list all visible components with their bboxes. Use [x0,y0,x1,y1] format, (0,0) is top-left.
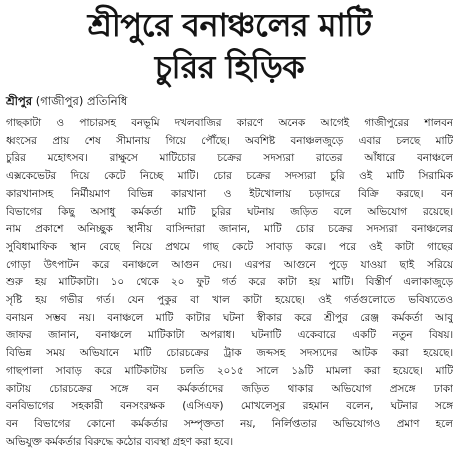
article-line: ধ্বংসের প্রায় শেষ সীমানায় গিয়ে পৌঁছে। অবশিষ্ট বনাঞ্চলজুড়ে এবার চলছে মাটি [6,134,453,147]
article-body [6,115,453,471]
article-line: বিভিন্ন সময় অভিযানে মাটি চোরচক্রের ট্রাক জব্দসহ সদস্যদের আটক করা হয়েছে। [6,347,453,360]
article-line: বনায়ন সম্ভব নয়। বনাঞ্চলে মাটি কাটার ঘটনা স্বীকার করে শ্রীপুর রেঞ্জ কর্মকর্তা আবু [6,311,453,324]
article-line: বন বিভাগের কোনো কর্মকর্তার সম্পৃক্ততা নয়, নির্লিপ্ততার অভিযোগও প্রমাণ হলে [6,417,453,430]
article-line: কারখানাসহ নির্মীয়মাণ বিভিন্ন কারখানা ও ইটখোলায় চড়াদরে বিক্রি করছে। বন [6,187,453,200]
article-line: সৃষ্টি হয় গভীর গর্ত। যেন পুকুর বা খাল কাটা হয়েছে। ওই গর্তগুলোতে ভবিষ্যতেও [6,294,453,307]
article-line: জাফর জানান, বনাঞ্চলে মাটিকাটা অপরাধ। ঘটনাটি একেবারে একটি নতুন বিষয়। [6,329,453,342]
article-line: চুরির মহোৎসব। রাক্ষুসে মাটিচোর চক্রের সদস্যরা রাতের আঁধারে বনাঞ্চলে [6,152,453,165]
byline [6,94,127,108]
headline-line-2: চুরির হিড়িক [154,48,305,86]
byline-place: শ্রীপুর [6,94,33,108]
article-line: বনবিভাগের সহকারী বনসংরক্ষক (এসিএফ) মোখলেসুর রহমান বলেন, ঘটনার সঙ্গে [6,400,453,413]
article-headline [0,4,459,88]
article-line: নাম প্রকাশে অনিচ্ছুক স্থানীয় বাসিন্দারা জানান, মাটি চোর চক্রের সদস্যরা বনাঞ্চলের [6,223,453,236]
article-line: অভিযুক্ত কর্মকর্তার বিরুদ্ধে কঠোর ব্যবস্থা গ্রহণ করা হবে। [6,435,234,448]
article-line: গোড়া উৎপাটন করে বনাঞ্চলে আগুন দেয়। এরপর আগুনে পুড়ে যাওয়া ছাই সরিয়ে [6,258,453,271]
article-line: বিভাগের কিছু অসাধু কর্মকর্তা মাটি চুরির ঘটনায় জড়িত বলে অভিযোগ রয়েছে। [6,205,453,218]
article-line: শুরু হয় মাটিকাটা। ১০ থেকে ২০ ফুট গর্ত করে কাটা হয় মাটি। বিস্তীর্ণ এলাকাজুড়ে [6,276,453,289]
byline-role: প্রতিনিধি [86,94,128,108]
headline-line-1: শ্রীপুরে বনাঞ্চলের মাটি [87,6,372,44]
article-line: এক্সকেভেটর দিয়ে কেটে নিচ্ছে মাটি। চোর চক্রের সদস্যরা চুরি ওই মাটি সিরামিক [6,170,453,183]
byline-district: (গাজীপুর) [35,94,84,108]
article-line: গাছকাটা ও পাচারসহ বনভূমি দখলবাজির কারণে অনেক আগেই গাজীপুরের শালবন [6,117,453,129]
article-line: কাটায় চোরচক্রের সঙ্গে বন কর্মকর্তাদের জড়িত থাকার অভিযোগ প্রসঙ্গে ঢাকা [6,382,453,395]
article-line: গাছপালা সাবাড় করে মাটিকাটায় চলতি ২০১৫ সালে ১৯টি মামলা করা হয়েছে। মাটি [6,364,453,377]
article-line: সুবিধামাফিক স্থান বেছে নিয়ে প্রথমে গাছ কেটে সাবাড় করে। পরে ওই কাটা গাছের [6,240,453,253]
